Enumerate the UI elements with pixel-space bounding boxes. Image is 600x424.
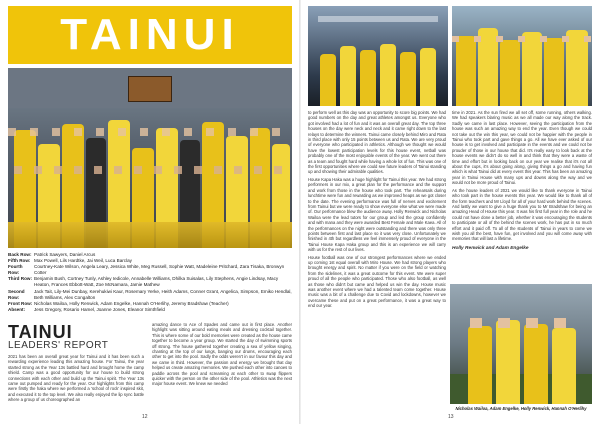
names-row-back: Back Row: Patrick Sawyers, Daniel Arcus [8, 252, 96, 257]
article-column-3 [308, 110, 446, 412]
names-row-front: Front Row: Nicholas Wailoa, Holly Renwick, Adam Engelke, Hannah O'Herlihy, Jeremy Bradshaw (Teacher) [8, 300, 229, 306]
house-title: TAINUI [60, 10, 240, 59]
event-photo-stage [308, 6, 448, 106]
names-row-second: Second Row: Jack Tait, Lily-Mei Dunbay, Kerehukiwi Kaur, Rosemary Yerke, Heith Adams, Conner Grant, Angelica, Simpson, Emiko Hendlal, Beth Williams, Alex Congalton [8, 288, 292, 300]
article-column-1 [8, 354, 144, 412]
article-paragraph: As the house leaders of 2021 we would like to thank everyone in Tainui who took part in the house events this year. We would like to thank all of the form teachers and Mr Lloyd for all of your hard work behind the scenes. And lastly we want to give a huge thank you to Mr Bradshaw for being an amazing Head of House this year. It was his first full year in the role and he could not have done a better job, whether it was encouraging the students to participate or all of the behind the scenes work, he has put in so much effort and it paid off. To all of the students of Tainui in years to come we wish you all the best, have fun, get involved and you will come away with memories that will last a lifetime. [452, 187, 592, 242]
names-row-third: Third Row: Benjamin Bush, Cortney Tunly, Ashley Iedicole, Annabelle Williams, Dhilka Suisalas, Lily Stephens, Angie Lindsay, Macy Heaton, Frances Ebbott-Watt, Zoe McNamara, Jamie Mathew [8, 276, 279, 288]
names-row-absent: Absent: Jess Gregory, Rosario Hamel, Joanne Jones, Eleanor Simthfield [8, 306, 165, 312]
page-number-right: 13 [448, 414, 454, 420]
leaders-photo-caption: Nicholas Wailoa, Adam Engelke, Holly Renwick, Hannah O'Herlihy [455, 406, 587, 411]
right-page [300, 0, 600, 424]
article-column-2 [152, 322, 292, 412]
leaders-photo [450, 284, 592, 404]
team-names-list [8, 252, 292, 313]
names-row-fourth: Fourth Row: Courtney-Kate Wilson, Angela Leary, Jessica White, Meg Russell, Sophie Watt, Madeleine Pritchard, Zara Tisaka, Bronwyn Cotter [8, 264, 285, 276]
page-number-left: 12 [142, 414, 148, 420]
article-column-4 [452, 110, 592, 280]
article-paragraph: to perform well as this day was an opportunity to score big points. We had good numbers on the day and great athletes amongst us. Everyone who got involved had a lot of fun and it was an overall great day. The top three houses on the day were neck and neck and it came right down to the last relays to determine the winners. Tainui came closely behind Miro and Rata in third place with only 15 points between us and Rata. We are very proud of everyone who participated in athletics. Although we thought we would have the lowest participation levels for this house event, netball was probably one of the most enjoyable events of the year. We went out there as a team and fought hard while having a whole lot of fun. This was one of the first opportunities where we could see future leaders of Tainui standing up and showing their admirable qualities. [308, 110, 446, 175]
house-title-banner [8, 6, 292, 64]
article-paragraph: House football was one of our strongest performances where we ended up coming 1st equal overall with Miro House. We had strong players who brought energy and spirit. No matter if you were on the field or watching from the sidelines, it was a great outcome for this event. We were super proud of all the people who participated. Those who also football, as well as those who didn't but came and helped us win the day. House music was another event where we had a talented team come together. House music was a bit of a challenge due to Covid and lockdowns, however we overcame these and put on a great performance, it was a great way to end our year. [308, 254, 446, 309]
article-paragraph: amazing dance to Ace of Spades and came out in first place. Another highlight was sitting around eating meals and dressing cocktail together. This is where some of our bold memories were created as the house came together to become a year group. We started the day of swimming sports off strong. The house gathered together creating a sea of yellow singing, chanting at the top of our lungs, banging our drums, encouraging each other to get into the pool. Sadly the odds weren't in our favour this day and we came in third. However, the passion and energy we brought that day helped us create amazing memories. We pushed each other into canoes to paddle across the pool and screaming at each other to swap flippers quicker with the person on the other side of the pool. Athletics was the next major house event. We knew we needed [152, 322, 292, 387]
article-paragraph: time in 2021. As the sun fired we all set off, some running, others walking. We had speakers blaring music as we all made our way along the track. Sadly we came in last place. However, seeing the participation from the house was such an amazing way to end the year. Even though we could not take out the win this year, we could not be happier with the people in Tainui who took part and gave things a go. All we have ever asked of our house is to get involved and participate in the events and we could not be prouder of those in our house that did. It's really easy to look back at the house events we didn't do so well in and think that they were a waste of time and effort but in looking back on our year we realise that it's not all about the cups, it's about going along, giving things a go and having fun which is what Tainui did at every event this year. This has been an amazing year in Tainui House with many ups and downs along the way and we would not be more proud of Tainui. [452, 110, 592, 186]
leaders-report-title: TAINUI [8, 322, 73, 342]
article-paragraph: 2021 has been an overall great year for Tainui and it has been such a rewarding experience leading this amazing house. For Tainui, the year started strong as the Year 13s battled hard and brought home the camp shield. Camp was a good opportunity for our house to build strong connections with each other and build up the Tainui spirit. The Year 13s came out pumped and ready for the year. Our highlights from this camp were firstly the haka where we performed a 'school of rock' inspired skit, and executed it to the top level. We also really enjoyed the lip sync battle where a group of us choreographed an [8, 354, 144, 403]
names-row-fifth: Fifth Row: Max Powell, Lils Hardtke, Jai Weil, Luca Barclay [8, 258, 132, 264]
leaders-report-subtitle: LEADERS' REPORT [8, 340, 109, 351]
house-group-photo [8, 68, 292, 248]
event-photo-crowd [452, 6, 592, 106]
article-paragraph: House Kapa Haka was a huge highlight for Tainui this year. We had strong performers in our mix, a great plan for the performance and the support and work from those in the house who took part. The rehearsals during lunchtime were fun and rewarding as we improved heaps as we got closer to the date. The evening performance was full of nerves and excitement from Tainui but we were ready to show everyone else what we were made of. Our performance blew the audience away. Holly Renwick and Nicholas Wailoa were the lead tutors for our group and led the group confidently and with mana and they were awarded Best Female and Male Kaea. All of the performances on the night were outstanding and there was only three points between first and last place so it was very close. Unfortunately we finished in 4th but regardless we feel immensely proud of everyone in the Tainui House Kapa Haka group and this is an experience we will carry with us for the rest of our lives. [308, 176, 446, 253]
leaders-signature: Holly Renwick and Adam Engelke [452, 245, 529, 251]
